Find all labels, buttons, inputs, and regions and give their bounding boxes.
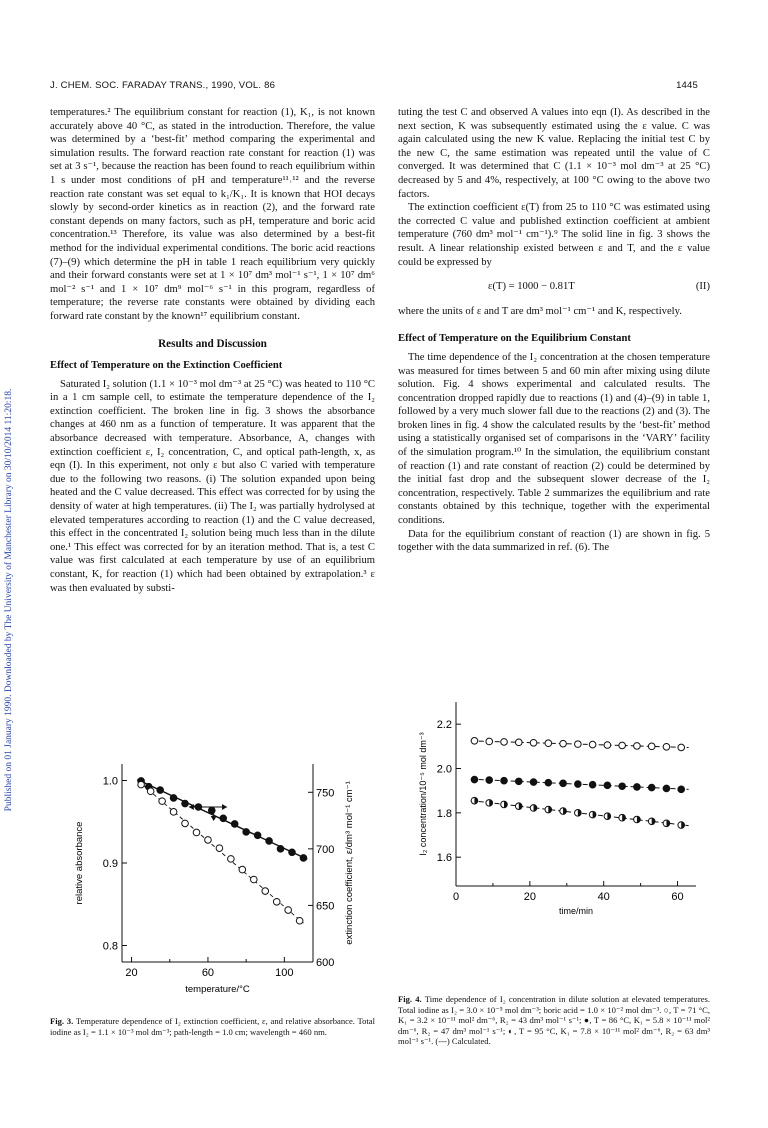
- data-point: [604, 813, 611, 820]
- y-left-tick-label: 1.0: [102, 775, 118, 788]
- y-tick-label: 1.8: [436, 807, 452, 820]
- equation: ε(T) = 1000 − 0.81T: [488, 281, 575, 293]
- x-tick-label: 100: [275, 967, 294, 979]
- data-point: [619, 783, 626, 790]
- data-point: [250, 876, 257, 883]
- x-tick-label: 0: [452, 891, 460, 903]
- y-right-tick-label: 600: [316, 957, 335, 969]
- download-watermark-text: Published on 01 January 1990. Downloaded by The University of Manchester Library on 30/10/2014 11:20:18.: [4, 388, 14, 812]
- data-point: [619, 742, 626, 749]
- y-right-tick-label: 750: [316, 787, 335, 800]
- data-point: [545, 806, 552, 813]
- data-point: [273, 898, 280, 905]
- data-point: [231, 821, 238, 828]
- arrowhead: [222, 804, 227, 810]
- data-point: [205, 837, 212, 844]
- data-point: [285, 907, 292, 914]
- y-tick-label: 1.6: [436, 852, 452, 865]
- data-point: [648, 743, 655, 750]
- y-left-tick-label: 0.9: [102, 858, 118, 870]
- plot-area: [471, 737, 689, 828]
- x-tick-label: 60: [671, 891, 684, 903]
- subsection-title: Effect of Temperature on the Equilibrium Constant: [398, 333, 631, 345]
- paragraph: temperatures.² The equilibrium constant for reaction (1), K₁, is not known accurately above 40 °C, as stated in the introduction. Therefore, the value was determined by a ‘best-fit’ method comparing the experimental and simulation results. The forward reaction rate constant for reaction (1) was set at 3 s⁻¹, because the reaction has been found to reach equilibrium within 1 s under most conditions of pH and temperature¹¹˒¹² and the reverse reaction rate constant was set equal to k₁/K₁. It is known that HOI decays slowly by second-order kinetics as in reaction (2), and the forward rate constant depends on many factors, such as pH, temperature and boric acid concentration.¹³ Therefore, its value was also determined by a best-fit method for the individual experimental conditions. The boric acid reactions (7)–(9) which determine the pH in table 1 reach equilibrium very quickly and their forward constants were set at 1 × 10⁷ dm³ mol⁻¹ s⁻¹, 1 × 10⁷ dm⁶ mol⁻² s⁻¹ and 1 × 10⁷ dm⁹ mol⁻⁶ s⁻¹ in this program, regardless of temperature; the reverse rate constants were obtained by dividing each forward rate constant by the known¹⁷ equilibrium constant.: [50, 107, 375, 322]
- data-point: [589, 741, 596, 748]
- running-header: J. CHEM. SOC. FARADAY TRANS., 1990, VOL. 86: [50, 80, 276, 91]
- data-point: [138, 781, 145, 788]
- data-point: [147, 788, 154, 795]
- x-axis-label: temperature/°C: [185, 984, 250, 995]
- figure-3-chart: [50, 752, 380, 995]
- data-point: [604, 742, 611, 749]
- equation-number: (II): [695, 281, 710, 293]
- data-point: [619, 814, 626, 821]
- equation-block: [398, 280, 710, 294]
- y-tick-label: 2.2: [436, 719, 452, 732]
- data-point: [182, 820, 189, 827]
- paragraph: Data for the equilibrium constant of reaction (1) are shown in fig. 5 together with the data summarized in ref. (6). The: [398, 528, 710, 554]
- data-point: [589, 811, 596, 818]
- y-axis-label: I₂ concentration/10⁻⁵ mol dm⁻³: [418, 732, 428, 856]
- plot-area: [137, 778, 307, 924]
- data-point: [530, 779, 537, 786]
- axes: [74, 764, 355, 995]
- x-tick-label: 60: [201, 967, 215, 979]
- paragraph: The extinction coefficient ε(T) from 25 to 110 °C was estimated using the corrected C value and published extinction coefficient at ambient temperature (760 dm³ mol⁻¹ cm⁻¹).⁹ The solid line in fig. 3 shows the result. A linear relationship existed between ε and T, and the ε value could be expressed by: [398, 202, 710, 268]
- data-point: [575, 810, 582, 817]
- data-point: [239, 866, 246, 873]
- x-tick-label: 40: [597, 891, 610, 903]
- y-tick-label: 2.0: [436, 763, 452, 776]
- data-point: [193, 829, 200, 836]
- caption-text: Temperature dependence of I₂ extinction coefficient, ε, and relative absorbance. Total iodine as I₂ = 1.1 × 10⁻³ mol dm⁻³; path-length = 1.0 cm; wavelength = 460 nm.: [50, 1016, 375, 1037]
- data-point: [575, 741, 582, 748]
- data-point: [545, 740, 552, 747]
- figure-4-caption: [398, 994, 710, 1047]
- x-tick-label: 20: [523, 891, 536, 903]
- data-point: [170, 795, 177, 802]
- section-title: Results and Discussion: [158, 337, 267, 350]
- data-point: [296, 917, 303, 924]
- data-point: [634, 816, 641, 823]
- data-point: [634, 784, 641, 791]
- y-right-tick-label: 700: [316, 843, 335, 856]
- data-point: [501, 739, 508, 746]
- data-point: [634, 743, 641, 750]
- data-point: [471, 776, 478, 783]
- caption-text: Time dependence of I₂ concentration in dilute solution at elevated temperatures. Total iodine as I₂ = 3.0 × 10⁻⁵ mol dm⁻³; boric acid = 1.0 × 10⁻² mol dm⁻³. ○, T = 71 °C, K₁ = 3.2 × 10⁻¹¹ mol² dm⁻⁶, R₂ = 43 dm³ mol⁻¹ s⁻¹; ●, T = 86 °C, K₁ = 5.8 × 10⁻¹¹ mol² dm⁻⁶, R₂ = 47 dm³ mol⁻¹ s⁻¹; ◐, T = 95 °C, K₁ = 7.8 × 10⁻¹¹ mol² dm⁻⁶, R₂ = 63 dm³ mol⁻¹ s⁻¹. (---) Calculated.: [398, 994, 710, 1046]
- y-left-axis-label: relative absorbance: [74, 821, 85, 905]
- data-point: [254, 832, 261, 839]
- data-point: [228, 856, 235, 863]
- data-point: [486, 777, 493, 784]
- data-point: [170, 809, 177, 816]
- data-point: [471, 737, 478, 744]
- data-point: [243, 829, 250, 836]
- figure-4-chart: [410, 694, 710, 974]
- data-point: [678, 744, 685, 751]
- download-watermark: [4, 120, 14, 1080]
- data-point: [277, 846, 284, 853]
- data-point: [678, 822, 685, 829]
- paragraph: tuting the test C and observed A values into eqn (I). As described in the next section, K was subsequently estimated using the ε value. C was again calculated using the new K value. Replacing the initial test C by the new C, the same estimation was repeated until the value of C converged. It was determined that C (1.1 × 10⁻³ mol dm⁻³ at 25 °C) decreased by 5 and 4%, respectively, at 100 °C owing to the above two factors.: [398, 107, 710, 200]
- x-axis-label: time/min: [558, 906, 594, 916]
- paragraph: Saturated I₂ solution (1.1 × 10⁻³ mol dm⁻³ at 25 °C) was heated to 110 °C in a 1 cm sample cell, to estimate the temperature dependence of the I₂ extinction coefficient. The broken line in fig. 3 shows the absorbance changes at 460 nm as a function of temperature. It was apparent that the absorbance decreased with temperature. Absorbance, A, changes with extinction coefficient ε, I₂ concentration, C, and optical path-length, x, as eqn (I). In this experiment, not only ε but also C varied with temperature due to the following two reasons. (i) The solution expanded upon being heated and the C value decreased. This effect was corrected for by using the density of water at high temperatures. (ii) The I₂ was partially hydrolysed at elevated temperatures according to reaction (1) and the C value decreased, this effect in the concentrated I₂ solution being much less than in the dilute one.¹ This effect was corrected for by an iteration method. That is, a test C value was first calculated at each temperature by use of an equilibrium constant, K, for reaction (1) which had been obtained by extrapolation.³ ε was then evaluated by substi-: [50, 378, 375, 594]
- data-point: [678, 786, 685, 793]
- data-point: [220, 815, 227, 822]
- axes: [418, 702, 696, 916]
- data-point: [216, 845, 223, 852]
- data-point: [663, 743, 670, 750]
- page-number: 1445: [676, 80, 698, 91]
- data-point: [648, 818, 655, 825]
- subsection-title: Effect of Temperature on the Extinction Coefficient: [50, 360, 283, 372]
- left-column: [50, 106, 375, 595]
- data-point: [300, 855, 307, 862]
- caption-label: Fig. 3.: [50, 1016, 74, 1026]
- data-point: [663, 820, 670, 827]
- caption-label: Fig. 4.: [398, 994, 422, 1004]
- data-point: [575, 781, 582, 788]
- data-point: [262, 888, 269, 895]
- y-right-axis-label: extinction coefficient, ε/dm³ mol⁻¹ cm⁻¹: [344, 781, 355, 945]
- data-point: [545, 779, 552, 786]
- right-column: [398, 106, 710, 555]
- data-point: [501, 801, 508, 808]
- data-point: [266, 838, 273, 845]
- data-point: [486, 738, 493, 745]
- data-point: [515, 803, 522, 810]
- paragraph: where the units of ε and T are dm³ mol⁻¹ cm⁻¹ and K, respectively.: [398, 305, 682, 317]
- data-point: [501, 777, 508, 784]
- data-point: [648, 784, 655, 791]
- data-point: [530, 739, 537, 746]
- data-point: [157, 787, 164, 794]
- arrowhead: [211, 816, 217, 821]
- data-point: [159, 798, 166, 805]
- data-point: [560, 740, 567, 747]
- data-point: [515, 778, 522, 785]
- data-point: [471, 797, 478, 804]
- data-point: [289, 849, 296, 856]
- paragraph: The time dependence of the I₂ concentration at the chosen temperature was measured for times between 5 and 60 min after mixing using dilute solution. Fig. 4 shows experimental and calculated results. The concentration dropped rapidly due to reactions (1) and (4)–(9) in table 1, followed by a very much slower fall due to the reactions (2) and (3). The broken lines in fig. 4 show the calculated results by the ‘best-fit’ method using a statistically organised set of comparisons in the ‘VARY’ facility of the simulation program.¹⁰ In the simulation, the equilibrium constant of reaction (1) and rate constant of reaction (2) could be determined by the initial fast drop and the subsequent slower decrease of the I₂ concentration, respectively. Table 2 summarizes the equilibrium and rate constants obtained by this technique, together with the experimental conditions.: [398, 351, 710, 527]
- data-point: [560, 780, 567, 787]
- data-point: [589, 781, 596, 788]
- data-point: [486, 800, 493, 807]
- data-point: [530, 805, 537, 812]
- figure-3-caption: [50, 1016, 375, 1037]
- data-point: [560, 808, 567, 815]
- y-left-tick-label: 0.8: [102, 940, 118, 953]
- data-point: [182, 800, 189, 807]
- data-point: [604, 782, 611, 789]
- x-tick-label: 20: [125, 967, 138, 979]
- y-right-tick-label: 650: [316, 900, 335, 913]
- data-point: [663, 785, 670, 792]
- data-point: [515, 739, 522, 746]
